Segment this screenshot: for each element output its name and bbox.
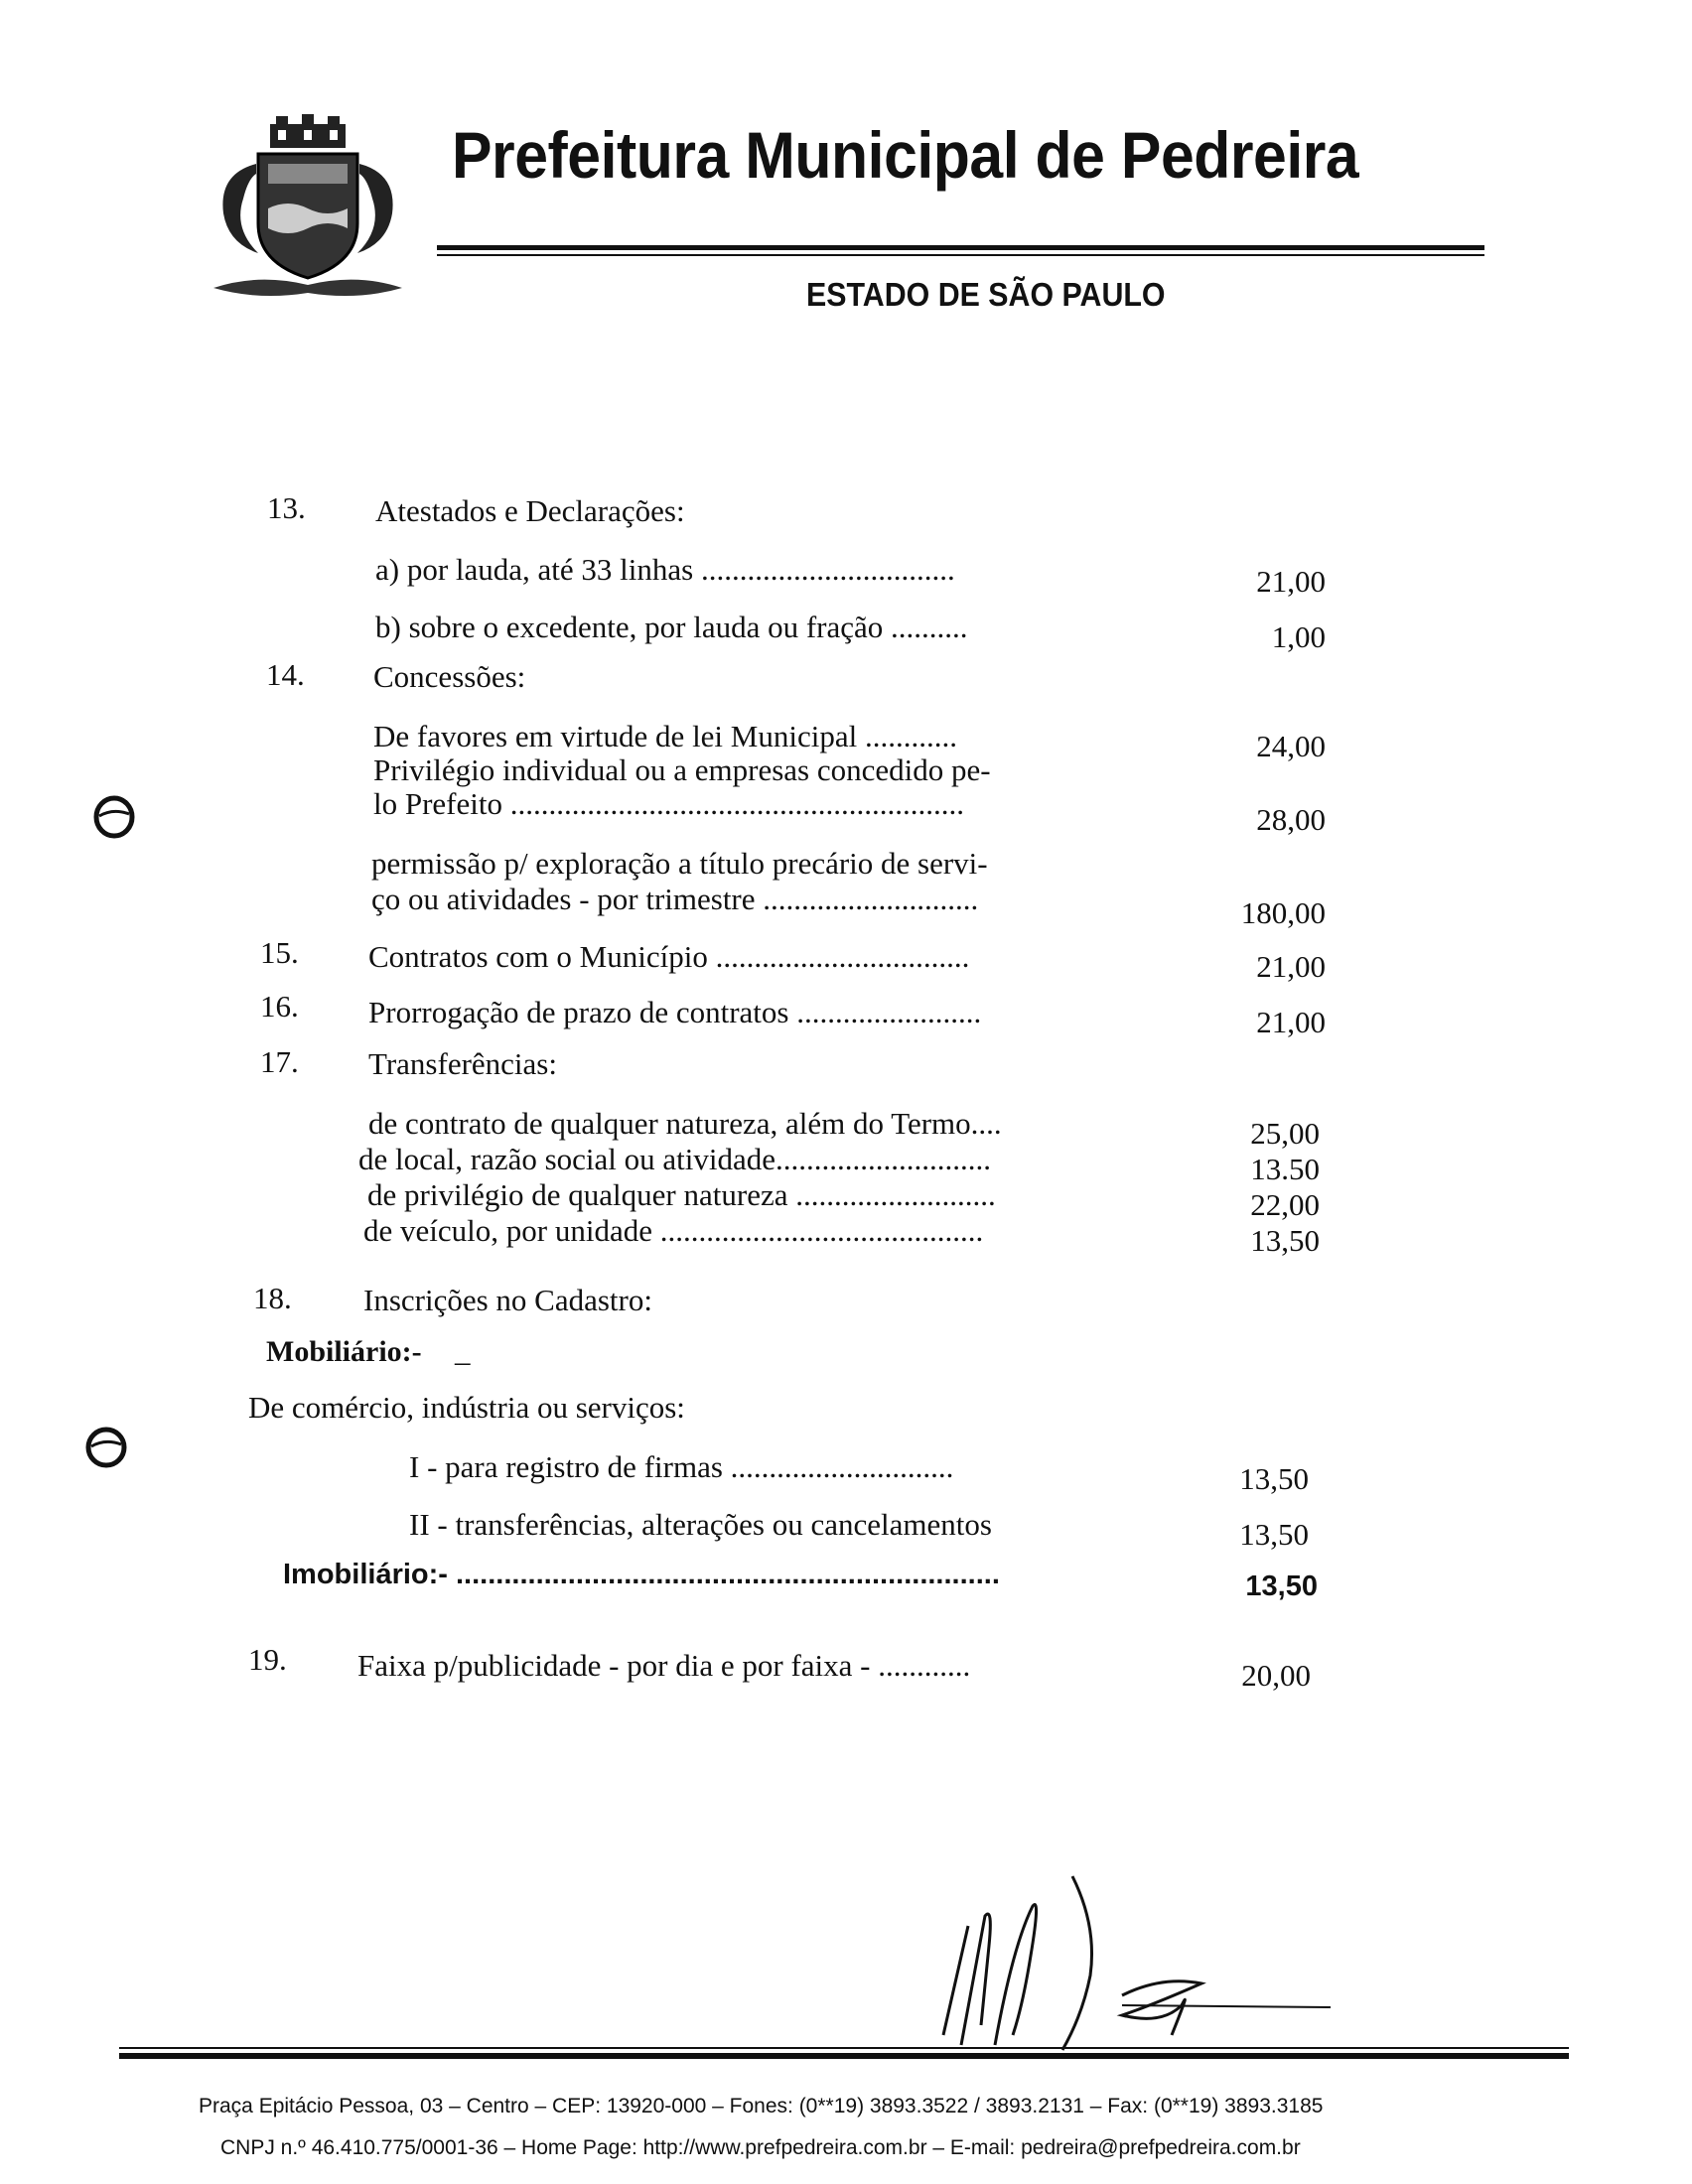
page-subtitle: ESTADO DE SÃO PAULO [806,276,1166,313]
item-19-number: 19. [248,1642,287,1677]
header-rule-thin [437,254,1484,256]
item-13a-label: a) por lauda, até 33 linhas ................................. [375,552,955,587]
item-18-number: 18. [253,1281,292,1315]
municipal-coat-of-arms [199,114,417,303]
margin-mark-icon [83,1425,129,1470]
item-14c-value: 180,00 [1240,895,1326,930]
item-19-value: 20,00 [1241,1658,1311,1693]
item-13-number: 13. [267,490,306,525]
item-15-number: 15. [260,935,299,970]
margin-mark-icon [91,794,137,840]
item-13a-value: 21,00 [1256,564,1326,599]
imobiliario-value: 13,50 [1245,1570,1318,1602]
item-17c-label: de privilégio de qualquer natureza .......................... [367,1177,996,1212]
item-17a-label: de contrato de qualquer natureza, além do Termo.... [368,1106,1002,1141]
item-14-label: Concessões: [373,659,526,694]
item-17c-value: 22,00 [1250,1187,1320,1222]
item-14a-value: 24,00 [1256,729,1326,763]
item-14c-label-2: ço ou atividades - por trimestre ............................ [371,882,979,916]
item-14a-label: De favores em virtude de lei Municipal ............ [373,719,957,753]
item-16-value: 21,00 [1256,1005,1326,1039]
item-18-label: Inscrições no Cadastro: [363,1283,652,1317]
footer-rule-thin [119,2047,1569,2049]
item-13b-value: 1,00 [1271,619,1326,654]
item-19-label: Faixa p/publicidade - por dia e por faixa - ............ [357,1648,971,1683]
item-14b-label-1: Privilégio individual ou a empresas concedido pe- [373,752,991,787]
item-18-II-value: 13,50 [1239,1517,1309,1552]
item-18-II-label: II - transferências, alterações ou cancelamentos [409,1507,992,1542]
footer-address: Praça Epitácio Pessoa, 03 – Centro – CEP: 13920-000 – Fones: (0**19) 3893.3522 / 3893.2131 – Fax: (0**19) 3893.3185 [199,2095,1324,2117]
mobiliario-dash: _ [455,1333,471,1368]
item-18-I-label: I - para registro de firmas ............................. [409,1449,954,1484]
item-17b-label: de local, razão social ou atividade............................ [358,1142,992,1176]
item-18-I-value: 13,50 [1239,1461,1309,1496]
imobiliario-label: Imobiliário:- .................................................................... [283,1559,1000,1590]
item-17d-value: 13,50 [1250,1223,1320,1258]
item-17a-value: 25,00 [1250,1116,1320,1151]
footer-rule-thick [119,2053,1569,2059]
item-16-label: Prorrogação de prazo de contratos ........................ [368,995,982,1029]
item-14b-value: 28,00 [1256,802,1326,837]
page-title: Prefeitura Municipal de Pedreira [452,118,1359,192]
comercio-label: De comércio, indústria ou serviços: [248,1390,685,1425]
item-15-value: 21,00 [1256,949,1326,984]
item-17b-value: 13.50 [1250,1152,1320,1186]
mobiliario-heading: Mobiliário:- [266,1335,422,1368]
item-13b-label: b) sobre o excedente, por lauda ou fração .......... [375,610,968,644]
item-17d-label: de veículo, por unidade .......................................... [363,1213,984,1248]
item-17-label: Transferências: [368,1046,557,1081]
item-14b-label-2: lo Prefeito ........................................................... [373,786,964,821]
item-14-number: 14. [266,657,305,692]
item-13-label: Atestados e Declarações: [375,493,685,528]
signature [923,1866,1340,2065]
item-16-number: 16. [260,989,299,1024]
item-15-label: Contratos com o Município ................................. [368,939,970,974]
header-rule-thick [437,245,1484,250]
item-14c-label-1: permissão p/ exploração a título precário de servi- [371,846,988,881]
item-17-number: 17. [260,1044,299,1079]
footer-contact: CNPJ n.º 46.410.775/0001-36 – Home Page: http://www.prefpedreira.com.br – E-mail: pedreira@prefpedreira.com.br [220,2136,1301,2159]
